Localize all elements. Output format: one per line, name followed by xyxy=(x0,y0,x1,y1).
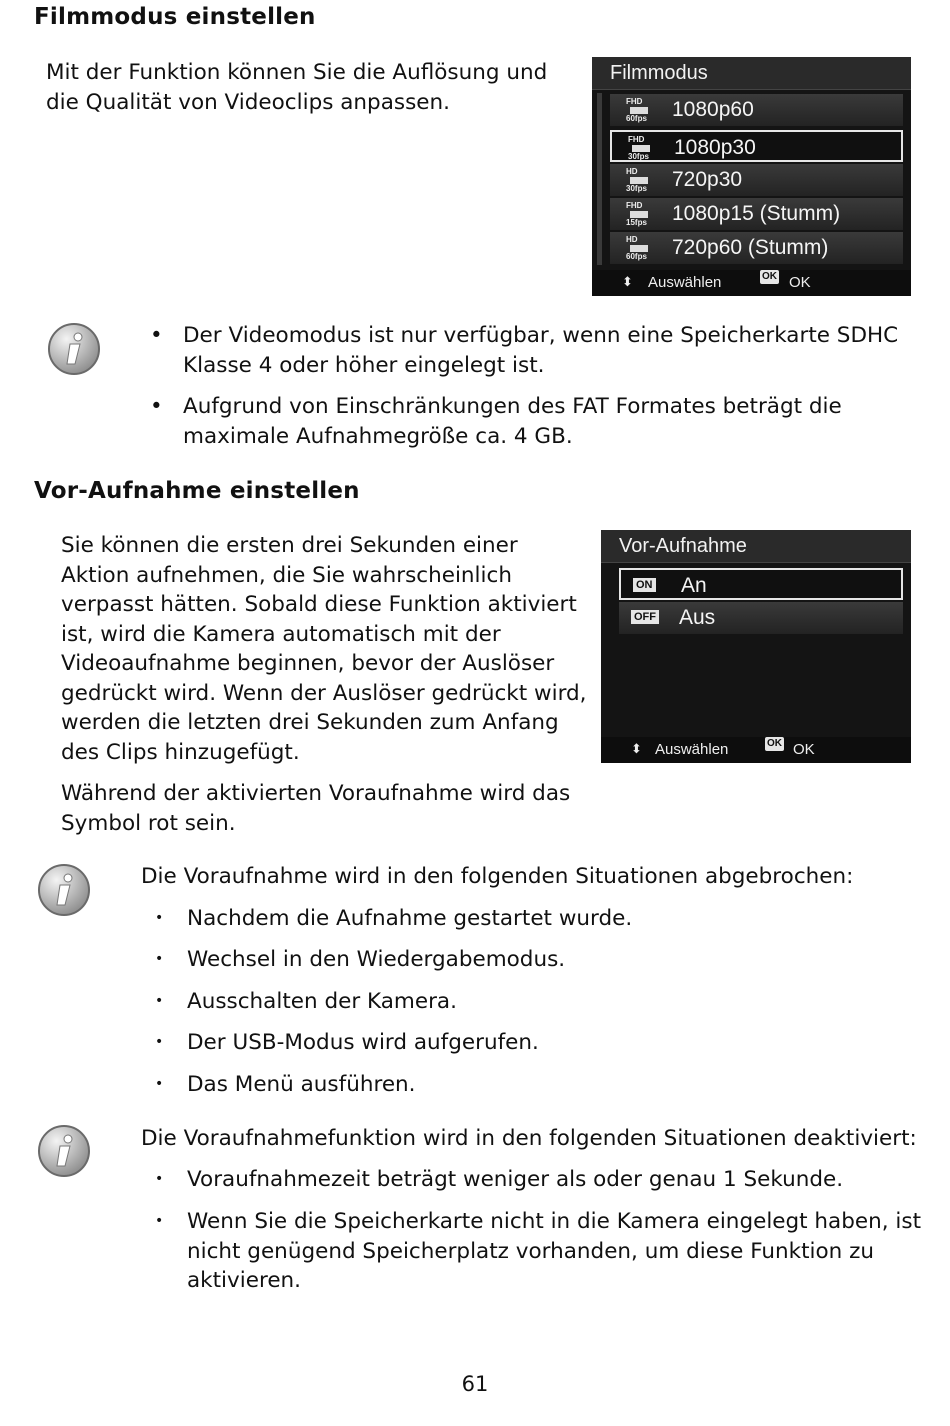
page-number: 61 xyxy=(461,1372,489,1396)
note2-intro: Die Voraufnahmefunktion wird in den folgenden Situationen deaktiviert: xyxy=(141,1126,917,1151)
option-label: 1080p15 (Stumm) xyxy=(672,202,841,225)
note-line: Aufgrund von Einschränkungen des FAT Formates beträgt die xyxy=(183,394,842,419)
video-fhd-icon: FHD 60fps xyxy=(626,97,647,123)
vor-aufnahme-body xyxy=(61,531,587,767)
scrollbar xyxy=(597,93,602,265)
option-label: Aus xyxy=(679,606,716,629)
bullet-dot: • xyxy=(150,323,163,348)
screen-title: Vor-Aufnahme xyxy=(601,530,911,563)
body-line: Videoaufnahme beginnen, bevor der Auslöser xyxy=(61,651,555,676)
vor-aufnahme-camera-screen xyxy=(601,530,911,763)
footer-ok-label: OK xyxy=(789,274,811,291)
info-icon xyxy=(37,1124,91,1178)
video-fhd-icon: FHD 30fps xyxy=(628,135,649,161)
screen-footer xyxy=(601,737,911,763)
menu-option-1080p30 xyxy=(610,130,903,162)
body-line: verpasst hätten. Sobald diese Funktion aktiviert xyxy=(61,592,577,617)
up-down-arrow-icon: ⬍ xyxy=(622,274,633,289)
intro-line: Mit der Funktion können Sie die Auflösung und xyxy=(46,60,548,85)
on-badge-icon: ON xyxy=(633,578,656,592)
body-line: Aktion aufnehmen, die Sie wahrscheinlich xyxy=(61,562,512,588)
video-hd-icon: HD 30fps xyxy=(626,167,647,193)
up-down-arrow-icon: ⬍ xyxy=(631,741,642,756)
note-line: maximale Aufnahmegröße ca. 4 GB. xyxy=(183,423,573,449)
note-line: Klasse 4 oder höher eingelegt ist. xyxy=(183,352,545,378)
off-badge-icon: OFF xyxy=(631,610,659,624)
section-heading-filmmodus: Filmmodus einstellen xyxy=(34,4,316,30)
footer-select-label: Auswählen xyxy=(655,741,729,758)
note-line: Der Videomodus ist nur verfügbar, wenn eine Speicherkarte SDHC xyxy=(183,323,899,348)
option-label: 1080p60 xyxy=(672,98,754,121)
filmmodus-camera-screen xyxy=(592,57,911,296)
section-heading-vor-aufnahme: Vor-Aufnahme einstellen xyxy=(34,478,360,504)
ok-button-icon: OK xyxy=(762,271,777,282)
note-line: aktivieren. xyxy=(187,1268,302,1293)
body-line: des Clips hinzugefügt. xyxy=(61,739,300,765)
intro-line: die Qualität von Videoclips anpassen. xyxy=(46,89,450,115)
note-line: Wenn Sie die Speicherkarte nicht in die Kamera eingelegt haben, ist xyxy=(187,1209,922,1234)
body-line: Während der aktivierten Voraufnahme wird das xyxy=(61,781,571,806)
ok-button-icon: OK xyxy=(767,738,782,749)
video-fhd-icon: FHD 15fps xyxy=(626,201,647,227)
screen-footer xyxy=(592,270,911,296)
filmmodus-intro xyxy=(46,58,547,117)
menu-option-aus xyxy=(619,602,903,634)
option-label: 720p60 (Stumm) xyxy=(672,236,829,259)
body-line: Sie können die ersten drei Sekunden einer xyxy=(61,533,518,558)
body-line: werden die letzten drei Sekunden zum Anfang xyxy=(61,710,559,735)
body-line: ist, wird die Kamera automatisch mit der xyxy=(61,621,501,647)
vor-aufnahme-body-2 xyxy=(61,779,570,838)
screen-title: Filmmodus xyxy=(592,57,911,90)
footer-ok-label: OK xyxy=(793,741,815,758)
menu-option-1080p60 xyxy=(610,94,903,126)
bullet-dot: • xyxy=(150,394,163,419)
info-icon xyxy=(37,863,91,917)
body-line: Symbol rot sein. xyxy=(61,810,236,836)
video-hd-icon: HD 60fps xyxy=(626,235,647,261)
footer-select-label: Auswählen xyxy=(648,274,722,291)
note1-intro: Die Voraufnahme wird in den folgenden Situationen abgebrochen: xyxy=(141,864,854,889)
menu-option-720p60 xyxy=(610,232,903,264)
menu-option-720p30 xyxy=(610,164,903,196)
option-label: 720p30 xyxy=(672,168,743,191)
note-line: nicht genügend Speicherplatz vorhanden, um diese Funktion zu xyxy=(187,1238,875,1264)
info-icon xyxy=(47,322,101,376)
body-line: gedrückt wird. Wenn der Auslöser gedrückt wird, xyxy=(61,680,587,706)
option-label: An xyxy=(681,574,707,597)
menu-option-an xyxy=(619,568,903,600)
option-label: 1080p30 xyxy=(674,136,756,159)
menu-option-1080p15 xyxy=(610,198,903,230)
